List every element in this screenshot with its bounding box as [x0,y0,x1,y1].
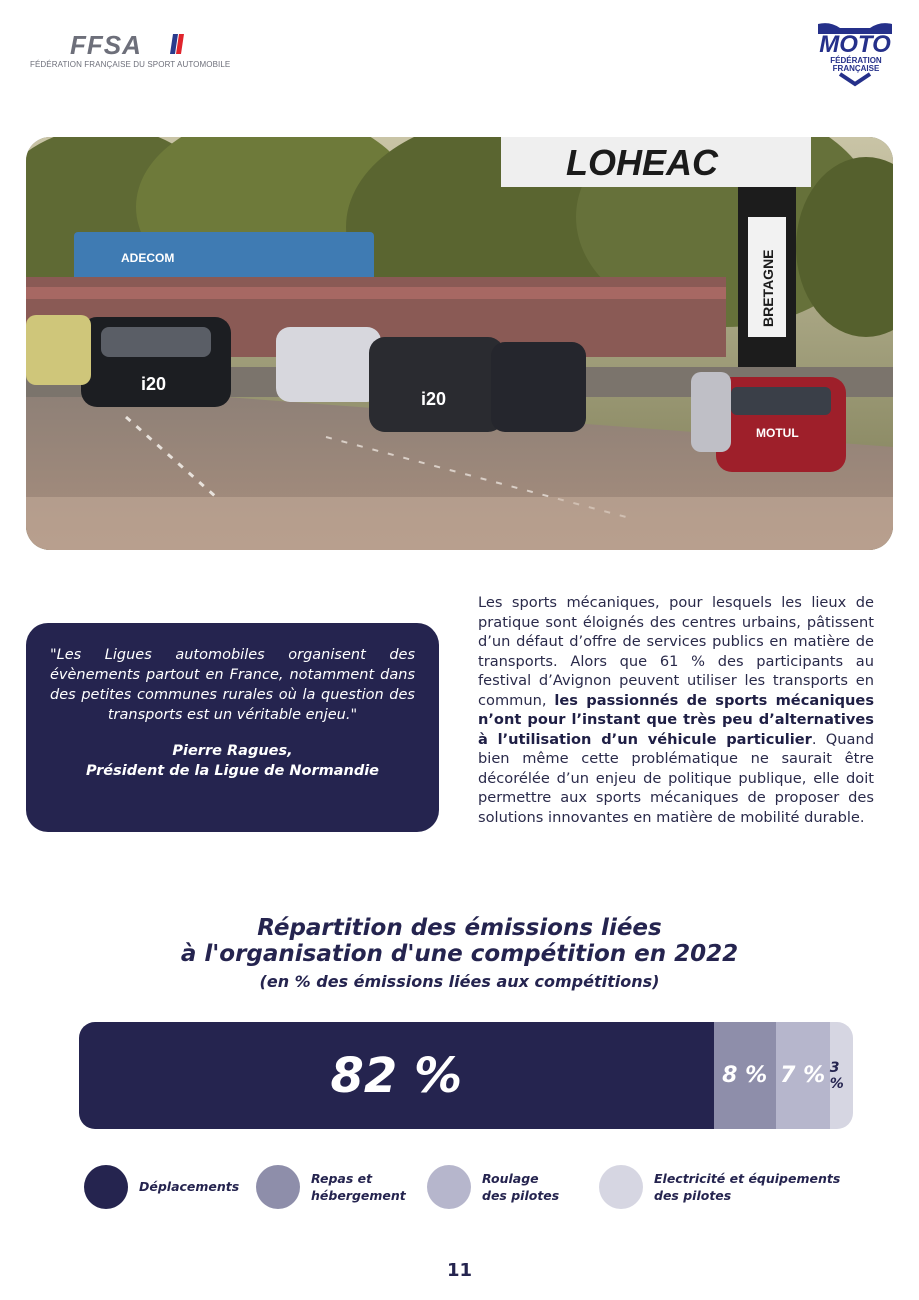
car-number-2: i20 [421,389,447,409]
legend-label-line2: des pilotes [654,1188,732,1203]
body-paragraph [478,593,874,827]
banner-text: LOHEAC [566,142,718,183]
quote-role: Président de la Ligue de Normandie [85,763,380,779]
rallycross-photo [26,137,893,550]
car-sponsor: MOTUL [756,426,799,440]
car-number-1: i20 [141,374,167,394]
legend-swatch-1 [84,1165,128,1209]
moto-sub1: FÉDÉRATION [830,56,882,65]
quote-text: "Les Ligues automobiles organisent des évènements partout en France, notamment dans des petites communes rurales où la question des transports est un véritable enjeu." [50,647,415,723]
legend-label-line1: Repas et [311,1171,373,1186]
bar-segment-label-2: 8 % [722,1063,768,1088]
paragraph-part1: Les sports mécaniques, pour lesquels les lieux de pratique sont éloignés des centres urbains, pâtissent d’un défaut d’offre de services publics en matière de transports. Alors que 61 % des participants au festival d’Avignon peuvent utiliser les transports en commun, [478,594,874,709]
legend-label-line1: Déplacements [139,1179,240,1194]
bar-segment-1 [79,1022,714,1129]
legend-swatch-4 [599,1165,643,1209]
bar-segment-2 [714,1022,776,1129]
ffsa-wordmark: FFSA [70,30,142,60]
page-number: 11 [446,1260,473,1281]
bar-segment-label-3: 7 % [780,1063,826,1088]
legend-swatch-2 [256,1165,300,1209]
paragraph-part2: . Quand bien même cette problématique ne saurait être décorélée d’un enjeu de politique publique, elle doit permettre aux sports mécaniques de proposer des solutions innovantes en matière de mobilité durable. [478,730,874,826]
moto-sub2: FRANÇAISE [832,64,880,73]
quote-box [26,623,439,832]
chart-subtitle: (en % des émissions liées aux compétitions) [259,972,660,991]
moto-federation-logo [810,22,900,88]
bar-segment-label-1: 82 % [330,1047,463,1104]
moto-wordmark: MOTO [819,31,891,58]
quote-author: Pierre Ragues, [172,743,293,759]
legend-label-1 [139,1178,239,1195]
side-banner-text: BRETAGNE [760,249,776,327]
chart-title-line2: à l'organisation d'une compétition en 2022 [180,941,739,967]
ffsa-flag-icon [169,34,185,54]
legend-label-line2: hébergement [311,1188,406,1203]
ffsa-subtitle: FÉDÉRATION FRANÇAISE DU SPORT AUTOMOBILE [30,60,231,69]
legend-swatch-3 [427,1165,471,1209]
legend-label-line1: Electricité et équipements [654,1171,841,1186]
legend-label-line1: Roulage [482,1171,539,1186]
chart-title-line1: Répartition des émissions liées [257,915,662,941]
legend-label-line2: des pilotes [482,1188,560,1203]
stacked-bar-chart [79,1022,853,1129]
ffsa-logo [30,28,230,76]
bus-text: ADECOM [121,251,175,265]
bar-segment-4 [830,1022,853,1129]
paragraph-bold: les passionnés de sports mécaniques n’ont pour l’instant que très peu d’alternatives à l’utilisation d’un véhicule particulier [478,691,874,748]
legend-label-3 [482,1170,559,1204]
legend-label-4 [654,1170,840,1204]
bar-segment-3 [776,1022,830,1129]
bar-segment-label-4: 3 % [829,1059,844,1092]
legend-label-2 [311,1170,406,1204]
